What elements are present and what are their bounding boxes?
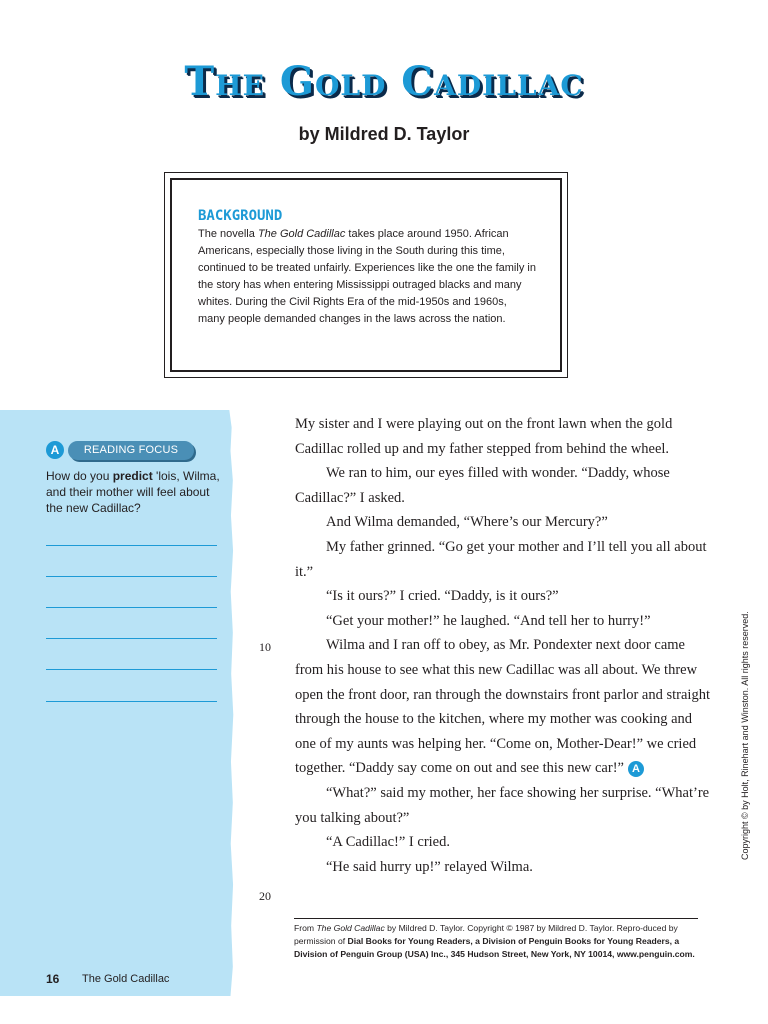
background-text-pre: The novella xyxy=(198,228,258,240)
story-title: The Gold Cadillac xyxy=(184,58,584,105)
story-paragraph: “He said hurry up!” relayed Wilma. xyxy=(326,858,533,875)
question-post: 'lois, Wilma, and their mother will feel about the new Cadillac? xyxy=(46,469,220,515)
answer-line[interactable] xyxy=(46,545,217,546)
story-paragraph: “A Cadillac!” I cried. xyxy=(326,834,450,851)
copyright-notice: Copyright © by Holt, Rinehart and Winston. All rights reserved. xyxy=(740,611,750,860)
answer-line[interactable] xyxy=(46,701,217,702)
story-paragraph-text: Wilma and I ran off to obey, as Mr. Pondexter next door came from his house to see what this new Cadillac was all about. We threw open the front door, ran through the downstairs front parlor and straight through the house to the kitchen, where my mother was cooking and one of my aunts was helping her. “Come on, Mother-Dear!” we cried together. “Daddy say come on out and see this new car!” xyxy=(295,637,710,777)
author-byline: by Mildred D. Taylor xyxy=(298,124,470,144)
background-heading: BACKGROUND xyxy=(198,208,283,224)
background-text-post: takes place around 1950. African Americans, especially those living in the South during this time, continued to be treated unfairly. Experiences like the one the family in the story has when entering Mississippi outraged blacks and many whites. During the Civil Rights Era of the mid-1950s and 1960s, many people demanded changes in the laws across the nation. xyxy=(198,228,536,325)
footnote-mid: by Mildred D. Taylor. Copyright © 1987 by Mildred D. Taylor. Repro-duced by permission of xyxy=(294,923,678,946)
story-paragraph: My sister and I were playing out on the front lawn when the gold Cadillac rolled up and my father stepped from behind the wheel. xyxy=(295,416,673,457)
question-pre: How do you xyxy=(46,469,113,483)
reading-focus-label: READING FOCUS xyxy=(68,441,194,460)
answer-line[interactable] xyxy=(46,607,217,608)
running-footer-title: The Gold Cadillac xyxy=(82,973,170,985)
background-text xyxy=(198,226,536,328)
story-paragraph: My father grinned. “Go get your mother and I’ll tell you all about it.” xyxy=(295,538,707,580)
answer-line[interactable] xyxy=(46,638,217,639)
source-footnote xyxy=(294,922,698,961)
story-paragraph: “Get your mother!” he laughed. “And tell her to hurry!” xyxy=(326,612,651,629)
question-bold: predict xyxy=(112,469,153,483)
background-text-italic: The Gold Cadillac xyxy=(257,228,346,240)
footnote-divider xyxy=(294,918,698,919)
answer-line[interactable] xyxy=(46,576,217,577)
story-paragraph-with-marker xyxy=(295,633,715,781)
reading-focus-marker: A xyxy=(46,441,64,459)
answer-line[interactable] xyxy=(46,669,217,670)
story-paragraph: “What?” said my mother, her face showing her surprise. “What’re you talking about?” xyxy=(295,784,710,826)
page-number: 16 xyxy=(46,972,60,986)
reading-focus-marker-inline: A xyxy=(628,761,644,777)
story-paragraph: “Is it ours?” I cried. “Daddy, is it ours?” xyxy=(326,588,559,605)
footnote-bold: Dial Books for Young Readers, a Division of Penguin Books for Young Readers, a Division of Penguin Group (USA) Inc., 345 Hudson Street, New York, NY 10014, www.penguin.com. xyxy=(294,936,695,959)
story-paragraph: And Wilma demanded, “Where’s our Mercury?” xyxy=(326,514,608,531)
story-paragraph: We ran to him, our eyes filled with wonder. “Daddy, whose Cadillac?” I asked. xyxy=(295,465,670,506)
reading-focus-question xyxy=(46,468,226,516)
line-number: 10 xyxy=(259,640,271,654)
footnote-italic: The Gold Cadillac xyxy=(316,923,385,933)
line-number: 20 xyxy=(259,889,271,903)
footnote-pre: From xyxy=(294,923,317,933)
story-text xyxy=(295,412,715,879)
